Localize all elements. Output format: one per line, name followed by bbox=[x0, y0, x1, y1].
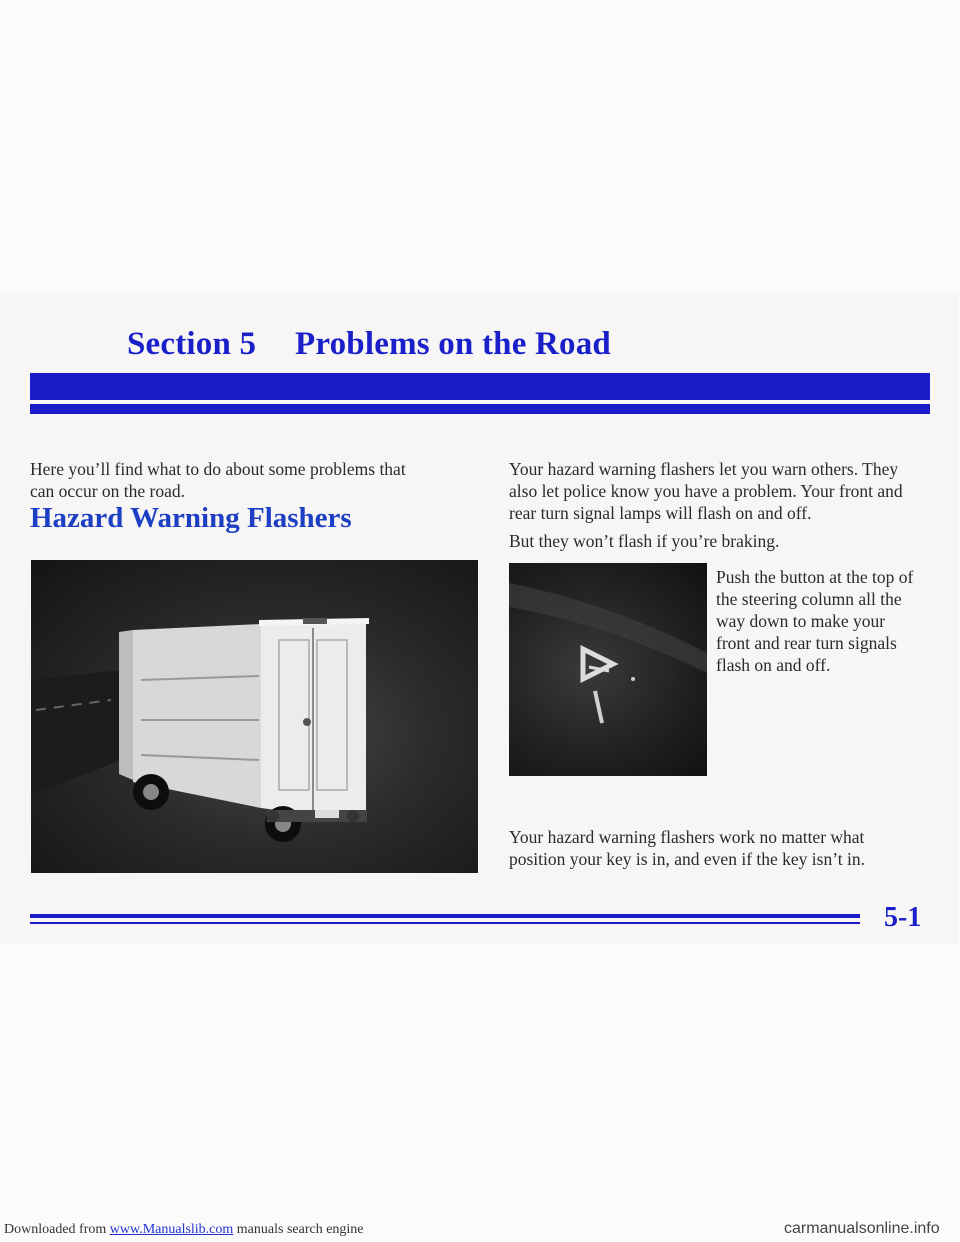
delivery-van-photo bbox=[31, 560, 478, 873]
right-para1-line-2: also let police know you have a problem. Your front and bbox=[509, 481, 903, 501]
hazard-heading: Hazard Warning Flashers bbox=[30, 502, 352, 534]
watermark: carmanualsonline.info bbox=[784, 1220, 940, 1237]
right-para1-line-1: Your hazard warning flashers let you warn others. They bbox=[509, 459, 899, 479]
van-illustration bbox=[31, 560, 478, 873]
manualslib-link[interactable]: www.Manualslib.com bbox=[109, 1222, 234, 1237]
footer-rule bbox=[30, 914, 860, 918]
header-bar bbox=[30, 373, 930, 400]
download-footer bbox=[4, 1222, 364, 1238]
page-number: 5-1 bbox=[884, 902, 922, 933]
intro-line-1: Here you’ll find what to do about some problems that bbox=[30, 459, 406, 479]
footer-prefix: Downloaded from bbox=[4, 1222, 110, 1237]
footer-suffix: manuals search engine bbox=[233, 1222, 364, 1237]
push-line-4: front and rear turn signals bbox=[716, 633, 897, 653]
push-line-3: way down to make your bbox=[716, 611, 886, 631]
push-line-1: Push the button at the top of bbox=[716, 567, 914, 587]
footer-rule-thin bbox=[30, 922, 860, 924]
hazard-switch-illustration bbox=[509, 563, 707, 776]
hazard-button-photo bbox=[509, 563, 707, 776]
right-para2: But they won’t flash if you’re braking. bbox=[509, 531, 780, 551]
bottom-line-1: Your hazard warning flashers work no matter what bbox=[509, 827, 865, 847]
hazard-triangle-icon bbox=[583, 649, 613, 679]
right-para1-line-3: rear turn signal lamps will flash on and off. bbox=[509, 503, 812, 523]
section-title bbox=[127, 326, 611, 363]
section-number: Section 5 bbox=[127, 326, 257, 362]
push-line-5: flash on and off. bbox=[716, 655, 831, 675]
push-line-2: the steering column all the bbox=[716, 589, 902, 609]
intro-line-2: can occur on the road. bbox=[30, 481, 185, 501]
section-name: Problems on the Road bbox=[295, 326, 611, 362]
bottom-line-2: position your key is in, and even if the key isn’t in. bbox=[509, 849, 865, 869]
header-bar-thin bbox=[30, 404, 930, 414]
